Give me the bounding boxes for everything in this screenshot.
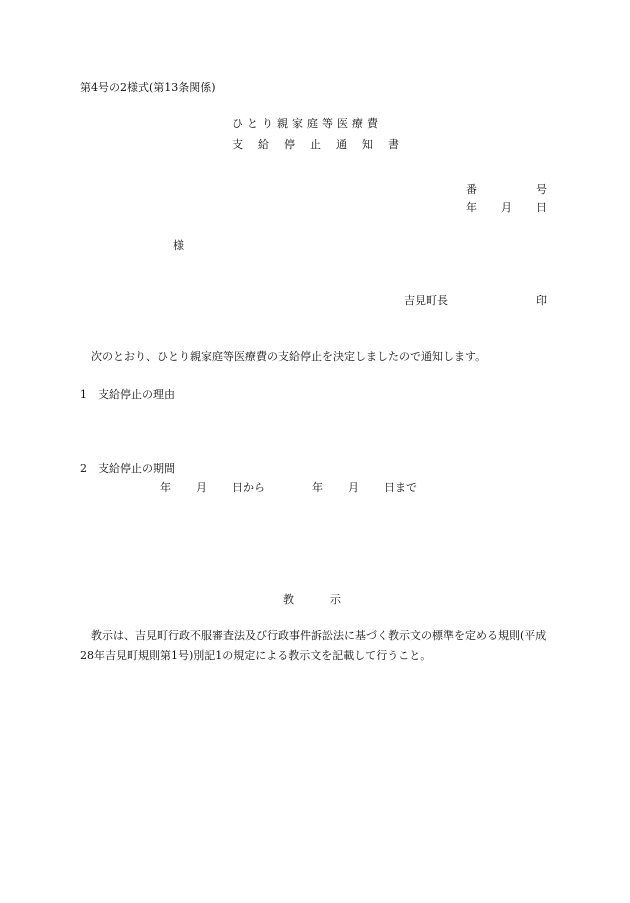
document-title-line1: ひとり親家庭等医療費 (232, 117, 382, 130)
instruction-heading-b: 示 (330, 593, 341, 606)
issuer-name: 吉見町長 (404, 294, 448, 307)
period-to-day: 日まで (384, 481, 417, 494)
reason-heading: 1 支給停止の理由 (80, 388, 175, 401)
instruction-heading-a: 教 (283, 593, 294, 606)
date-month-label: 月 (501, 201, 512, 214)
notice-text: 次のとおり、ひとり親家庭等医療費の支給停止を決定しましたので通知します。 (91, 350, 487, 363)
reference-go-label: 号 (536, 183, 547, 196)
form-number: 第4号の2様式(第13条関係) (80, 81, 216, 94)
date-year-label: 年 (466, 201, 477, 214)
issuer-seal: 印 (536, 294, 547, 307)
period-to-year: 年 (312, 481, 323, 494)
document-title-line2: 支給停止通知書 (232, 138, 414, 151)
addressee-sama: 様 (173, 239, 184, 252)
period-to-month: 月 (348, 481, 359, 494)
period-heading: 2 支給停止の期間 (80, 462, 175, 475)
period-from-month: 月 (196, 481, 207, 494)
date-day-label: 日 (536, 201, 547, 214)
reference-ban-label: 番 (466, 183, 477, 196)
period-from-year: 年 (160, 481, 171, 494)
instruction-text: 教示は、吉見町行政不服審査法及び行政事件訴訟法に基づく教示文の標準を定める規則(平成28年吉見町規則第1号)別記1の規定による教示文を記載して行うこと。 (80, 629, 547, 662)
period-from-day: 日から (232, 481, 265, 494)
